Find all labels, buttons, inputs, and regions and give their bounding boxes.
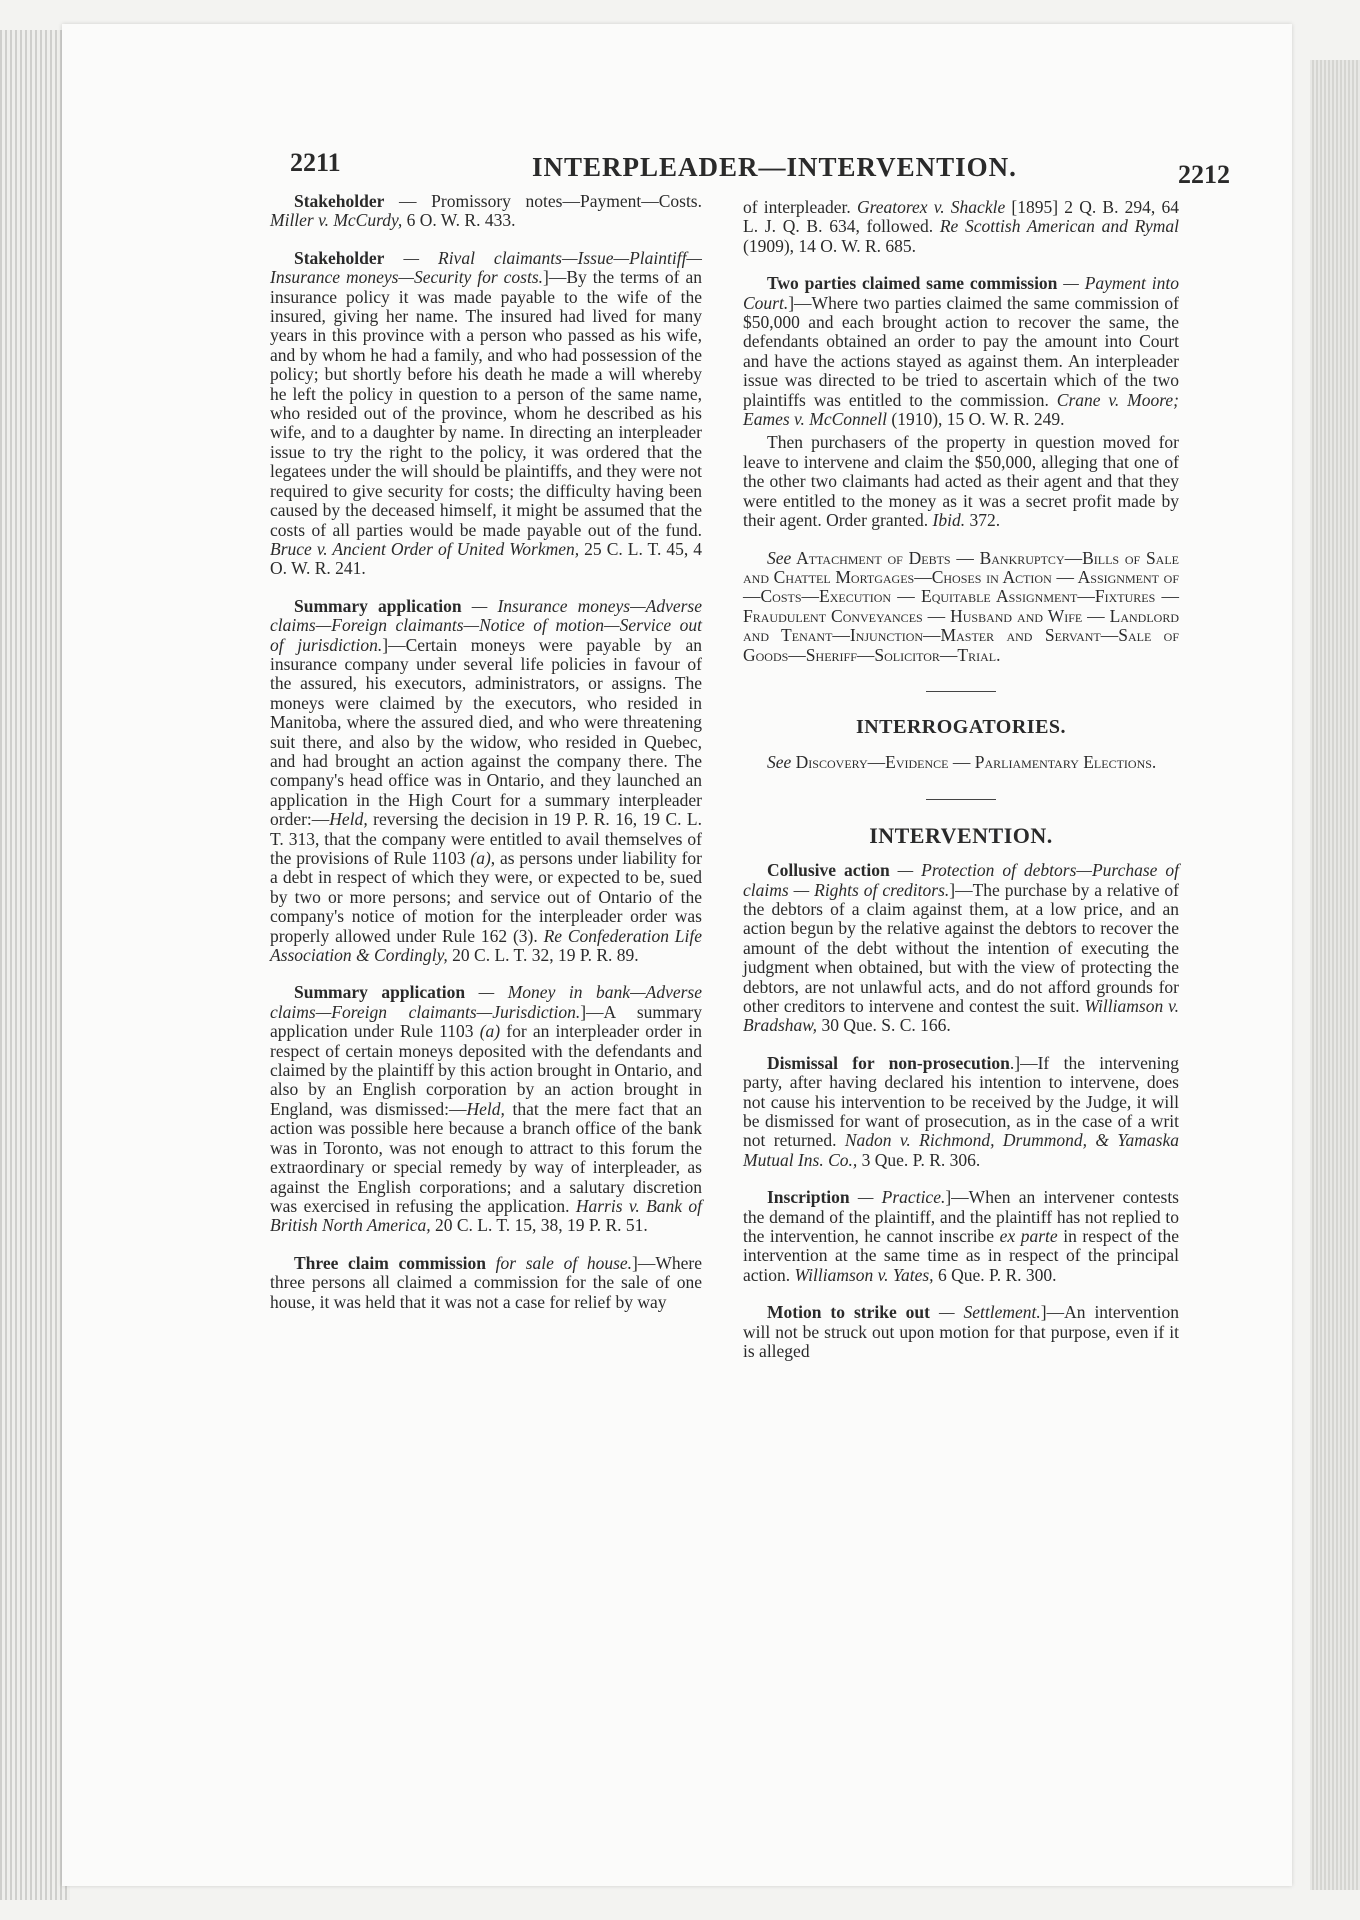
entry-summary-insurance bbox=[270, 597, 702, 966]
entry-heading: Motion to strike out bbox=[767, 1302, 930, 1323]
case-citation: Harris v. Bank of British North America, bbox=[270, 1195, 703, 1236]
entry-three-claim bbox=[270, 1254, 702, 1312]
entry-summary-bank bbox=[270, 983, 702, 1235]
entry-subject: — Settlement. bbox=[930, 1302, 1041, 1323]
see-also-references bbox=[743, 549, 1179, 665]
report-reference: 6 Que. P. R. 300. bbox=[933, 1264, 1057, 1285]
entry-body: for an interpleader order in respect of certain moneys deposited with the defendants and claimed by the plaintiff by this action brought in Ontario, and also by an English corporation by an action brought in England, was dismissed:— bbox=[270, 1021, 702, 1119]
section-divider bbox=[926, 691, 996, 692]
report-reference: 3 Que. P. R. 306. bbox=[857, 1149, 981, 1170]
case-citation: Williamson v. Yates, bbox=[794, 1264, 934, 1285]
entry-collusive-action bbox=[743, 861, 1179, 1036]
case-citation: Miller v. McCurdy, bbox=[270, 210, 403, 231]
entry-subject: — Rival claimants—Issue—Plaintiff—Insurance moneys—Security for costs. bbox=[270, 247, 702, 288]
entry-body: ]—Where three persons all claimed a commission for the sale of one house, it was held that it was not a case for relief by way bbox=[270, 1252, 702, 1312]
held-label: Held, bbox=[466, 1098, 505, 1119]
entry-heading: Summary application bbox=[294, 595, 462, 616]
page-number-right: 2212 bbox=[1178, 160, 1230, 189]
entry-heading: Inscription bbox=[767, 1187, 850, 1208]
left-column bbox=[270, 192, 702, 1330]
entry-body: ]—A summary application under Rule 1103 bbox=[270, 1001, 702, 1042]
entry-heading: Dismissal for non-prosecution bbox=[767, 1052, 1010, 1073]
see-label: See bbox=[767, 752, 792, 773]
report-reference: 6 O. W. R. 433. bbox=[402, 210, 516, 231]
entry-continuation bbox=[743, 198, 1179, 256]
entry-dismissal bbox=[743, 1054, 1179, 1170]
see-references: Discovery—Evidence — Parliamentary Elections. bbox=[791, 752, 1157, 773]
entry-body: of interpleader. bbox=[743, 197, 857, 217]
case-citation: Williamson v. Bradshaw, bbox=[743, 996, 1179, 1036]
entry-body: in respect of the intervention at the same time as in respect of the principal action. bbox=[743, 1226, 1179, 1285]
page-header bbox=[290, 148, 1230, 192]
entry-inscription bbox=[743, 1188, 1179, 1285]
case-citation: Greatorex v. Shackle bbox=[856, 197, 1006, 217]
book-page-edges bbox=[0, 30, 70, 1900]
entry-heading: Stakeholder bbox=[294, 247, 385, 268]
entry-body: .]—If the intervening party, after having declared his intention to intervene, does not cause his intervention to be received by the Judge, it will be dismissed for want of prosecution, as in the case of a writ not returned. bbox=[743, 1052, 1179, 1151]
right-column bbox=[743, 198, 1179, 1380]
rule-subsection: (a) bbox=[470, 848, 491, 868]
entry-stakeholder-rival bbox=[270, 249, 702, 579]
entry-heading: Summary application bbox=[294, 982, 466, 1003]
latin-term: ex parte bbox=[999, 1226, 1058, 1247]
entry-body: Then purchasers of the property in question moved for leave to intervene and claim the $50,000, alleging that one of the other two claimants had acted as their agent and that they were entitled to the money as it was a secret profit made by their agent. Order granted. bbox=[743, 432, 1179, 531]
rule-subsection: (a) bbox=[479, 1021, 501, 1042]
section-divider bbox=[926, 799, 996, 800]
entry-subject: — Promissory notes—Payment—Costs. bbox=[384, 191, 702, 211]
held-label: Held, bbox=[329, 809, 368, 830]
entry-heading: Collusive action bbox=[767, 860, 890, 881]
entry-body: ]—An intervention will not be struck out upon motion for that purpose, even if it is alleged bbox=[743, 1302, 1180, 1362]
entry-two-parties-continued bbox=[743, 433, 1179, 530]
report-reference: 20 C. L. T. 15, 38, 19 P. R. 51. bbox=[430, 1215, 648, 1236]
case-citation: Re Scottish American and Rymal bbox=[939, 216, 1179, 237]
report-reference: 372. bbox=[965, 510, 1001, 531]
entry-two-parties bbox=[743, 274, 1179, 429]
case-citation: Nadon v. Richmond, Drummond, & Yamaska Mutual Ins. Co., bbox=[743, 1130, 1179, 1170]
report-reference: (1910), 15 O. W. R. 249. bbox=[887, 409, 1065, 430]
report-reference: 30 Que. S. C. 166. bbox=[817, 1015, 951, 1036]
entry-heading: Two parties claimed same commission bbox=[767, 273, 1058, 294]
see-label: See bbox=[767, 547, 792, 568]
section-title-intervention: INTERVENTION. bbox=[869, 822, 1053, 848]
report-reference: [1895] 2 Q. B. 294, 64 L. J. Q. B. 634, followed. bbox=[743, 197, 1179, 237]
case-citation: Bruce v. Ancient Order of United Workmen, bbox=[270, 538, 580, 559]
entry-body: ]—By the terms of an insurance policy it was made payable to the wife of the insured, giving her name. The insured had lived for many years in this province with a person who passed as his wife, and by whom he had a family, and who had possession of the policy; but shortly before his death he made a will whereby he left the policy in question to a person of the same name, who resided out of the province, whom he described as his wife, and to a daughter by name. In directing an interpleader issue to try the right to the policy, it was ordered that the legatees under the will should be plaintiffs, and they were not required to give security for costs; the difficulty having been caused by the deceased himself, it might be assumed that the costs of all parties would be made payable out of the fund. bbox=[270, 267, 702, 540]
entry-subject: — Insurance moneys—Adverse claims—Foreign claimants—Notice of motion—Service out of jurisdiction. bbox=[270, 595, 702, 655]
case-citation: Re Confederation Life Association & Cordingly, bbox=[270, 925, 702, 966]
entry-body: ]—Certain moneys were payable by an insurance company under several life policies in favour of the assured, his executors, administrators, or assigns. The moneys were claimed by the executors, who resided in Manitoba, where the assured died, and who were threatening suit there, and also by the widow, who resided in Quebec, and had brought an action against the company there. The company's head office was in Ontario, and they launched an application in the High Court for a summary interpleader order:— bbox=[270, 634, 702, 830]
entry-subject: — Payment into Court. bbox=[743, 273, 1179, 313]
report-reference: (1909), 14 O. W. R. 685. bbox=[743, 235, 917, 256]
entry-body: ]—The purchase by a relative of the debtors of a claim against them, at a low price, and an action begun by the relative against the debtors to recover the amount of the debt without the intention of executing the judgment when obtained, but with the view of protecting the debtors, are not unlawful acts, and do not afford grounds for other creditors to intervene and contest the suit. bbox=[743, 879, 1179, 1016]
entry-heading: Stakeholder bbox=[294, 191, 385, 211]
case-citation: Crane v. Moore; Eames v. McConnell bbox=[743, 389, 1179, 430]
entry-body: reversing the decision in 19 P. R. 16, 19 C. L. T. 313, that the company were entitled to avail themselves of the provisions of Rule 1103 bbox=[270, 809, 702, 868]
entry-heading: Three claim commission bbox=[294, 1252, 487, 1273]
entry-subject: — Money in bank—Adverse claims—Foreign claimants—Jurisdiction. bbox=[270, 982, 702, 1022]
report-reference: 25 C. L. T. 45, 4 O. W. R. 241. bbox=[270, 538, 702, 579]
entry-subject: — Practice. bbox=[849, 1187, 946, 1208]
entry-body: ]—When an intervener contests the demand of the plaintiff, and the plaintiff has not replied to the intervention, he cannot inscribe bbox=[743, 1187, 1179, 1247]
entry-stakeholder-promissory bbox=[270, 192, 702, 231]
section-title-interrogatories: INTERROGATORIES. bbox=[855, 715, 1067, 738]
interrogatories-see-references bbox=[743, 753, 1179, 772]
running-title: INTERPLEADER—INTERVENTION. bbox=[532, 152, 1017, 182]
entry-body: ]—Where two parties claimed the same commission of $50,000 and each brought action to recover the same, the defendants obtained an order to pay the amount into Court and have the actions stayed as against them. An interpleader issue was directed to be tried to ascertain which of the two plaintiffs was entitled to the commission. bbox=[743, 292, 1179, 410]
entry-motion-strike-out bbox=[743, 1303, 1179, 1361]
ibid-label: Ibid. bbox=[932, 510, 966, 531]
entry-subject: — Protection of debtors—Purchase of claims — Rights of creditors. bbox=[743, 860, 1179, 900]
entry-body: that the mere fact that an action was possible here because a branch office of the bank was in Toronto, was not enough to attract to this forum the extraordinary or special remedy by way of interpleader, as against the English corporations; and a salutary discretion was exercised in refusing the application. bbox=[270, 1098, 702, 1216]
book-right-edge bbox=[1310, 60, 1360, 1890]
entry-body: , as persons under liability for a debt in respect of which they were, or expected to be, sued by two or more persons; and service out of Ontario of the company's notice of motion for the interpleader order was properly allowed under Rule 162 (3). bbox=[270, 848, 702, 946]
see-references: Attachment of Debts — Bankruptcy—Bills of Sale and Chattel Mortgages—Choses in Action — Assignment of—Costs—Execution — Equitable Assignment—Fixtures — Fraudulent Conveyances — Husband and Wife — Landlord and Tenant—Injunction—Master and Servant—Sale of Goods—Sheriff—Solicitor—Trial. bbox=[743, 547, 1179, 665]
page-number-left: 2211 bbox=[290, 148, 341, 177]
report-reference: 20 C. L. T. 32, 19 P. R. 89. bbox=[447, 945, 639, 966]
entry-subject: for sale of house. bbox=[486, 1252, 633, 1273]
